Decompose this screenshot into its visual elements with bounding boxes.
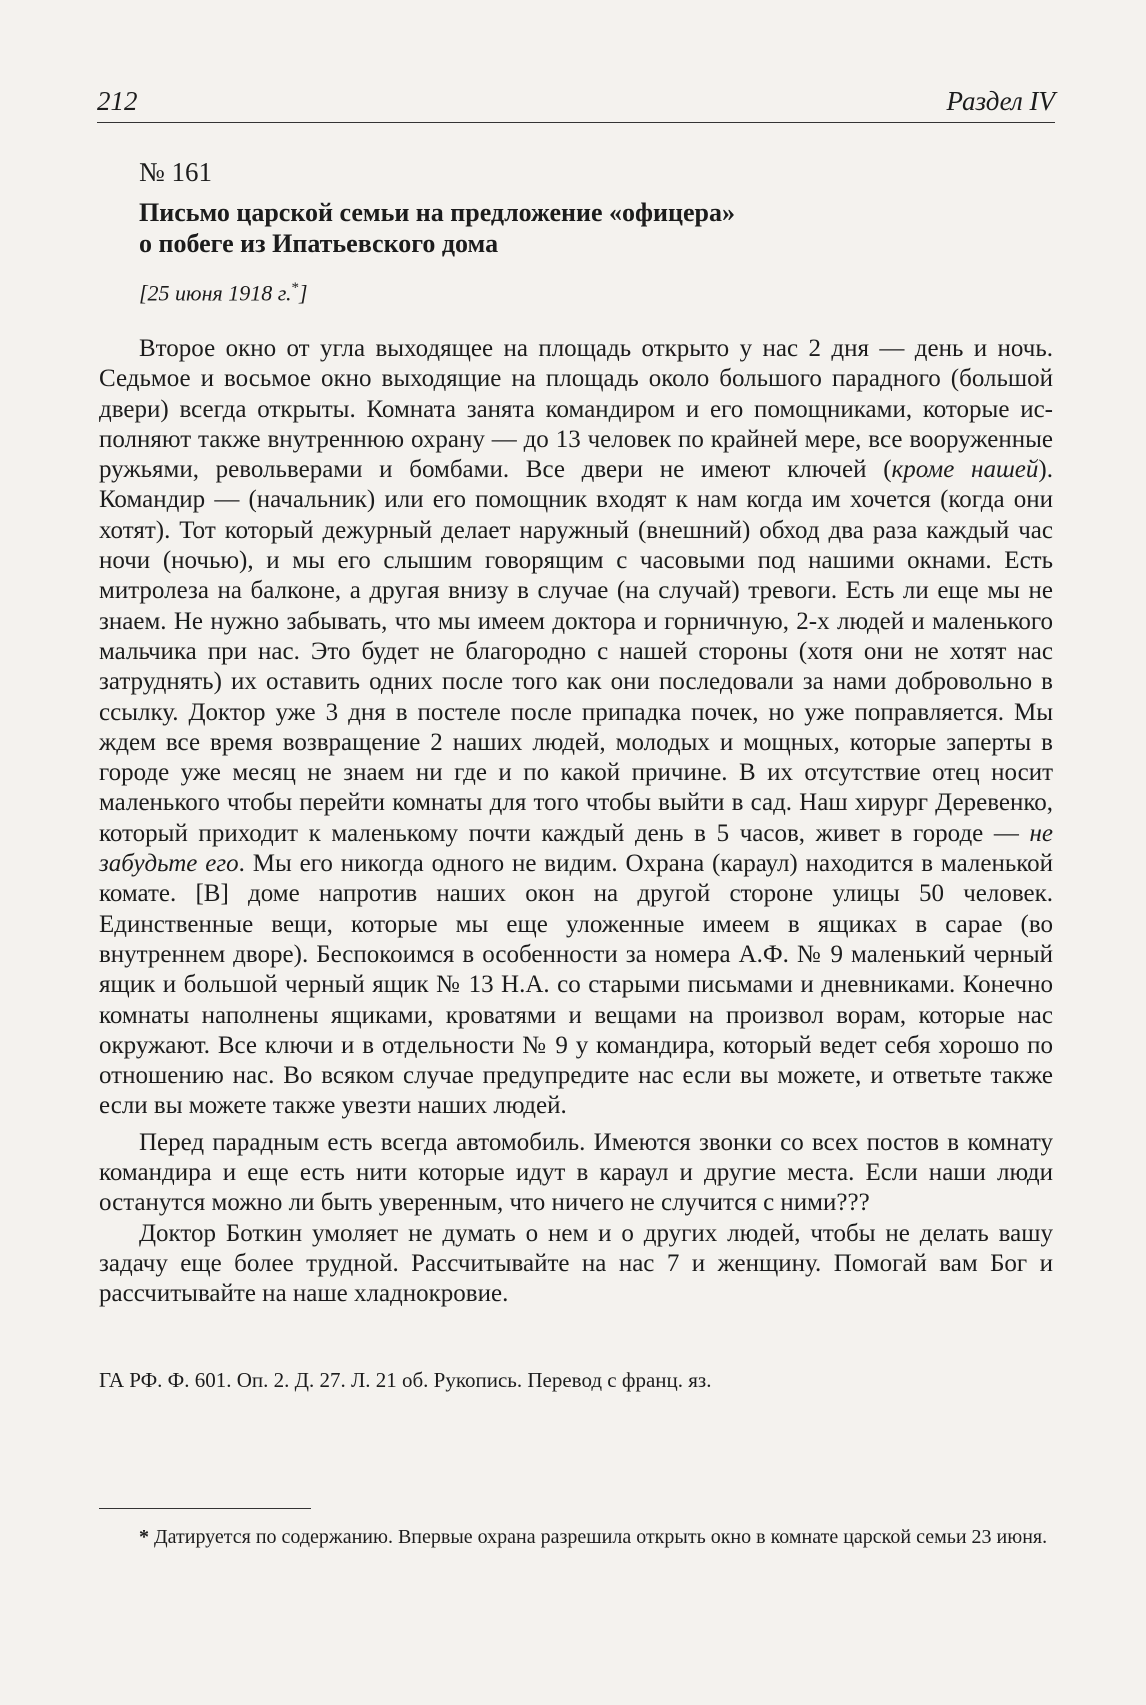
- footnote: [99, 1524, 1053, 1551]
- paragraph-3: Доктор Боткин умоляет не думать о нем и о других людей, чтобы не делать вашу задачу еще более трудной. Рассчитывайте на нас 7 и женщину. Помогай вам Бог и рассчитывайте на наше хладнокровие.: [99, 1219, 1053, 1308]
- document-title-line-2: о побеге из Ипатьевского дома: [139, 229, 499, 258]
- archive-reference: ГА РФ. Ф. 601. Оп. 2. Д. 27. Л. 21 об. Рукопись. Перевод с франц. яз.: [99, 1368, 712, 1392]
- footnote-mark: *: [139, 1526, 149, 1548]
- paragraph-1-part-b: ). Командир — (начальник) или его помощник входят к нам когда им хочется (когда они хотят). Тот который дежурный делает наружный (внешний) обход два раза каждый час ночи (ночью), и мы его слышим говорящим с часовыми под нашими окнами. Есть митролеза на балконе, а другая внизу в случае (на случай) тревоги. Есть ли еще мы не знаем. Не нужно забывать, что мы имеем доктора и горничную, 2-х людей и маленького мальчика при нас. Это будет не благородно с нашей стороны (хотя они не хотят нас затруднять) их оставить одних после того как они последовали за нами добровольно в ссылку. Доктор уже 3 дня в постеле после припадка почек, но уже поправляется. Мы ждем все время возвращение 2 наших людей, молодых и мощных, которые заперты в городе уже месяц не знаем ни где и по какой причине. В их отсутствие отец носит маленького чтобы перейти комнаты для того чтобы выйти в сад. Наш хирург Деревенко, который приходит к маленькому почти каждый день в 5 часов, живет в городе —: [99, 456, 1053, 847]
- date-bracket: ]: [299, 280, 308, 306]
- paragraph-1: [99, 334, 1053, 1122]
- footnote-divider: [99, 1508, 311, 1509]
- paragraph-1-part-c: . Мы его никогда одного не видим. Охрана (караул) находится в маленькой комате. [В] доме напротив наших окон на другой стороне улицы 50 человек. Единственные вещи, которые мы еще уложенные имеем в ящиках в сарае (во внутреннем дворе). Беспокоимся в особенности за номера А.Ф. № 9 маленький черный ящик и большой черный ящик № 13 Н.А. со старыми письмами и дневниками. Конечно комнаты наполнены ящиками, кроватями и вещами на произвол ворам, которые нас окружают. Все ключи и в отдельности № 9 у командира, который ведет себя хорошо по отношению нас. Во всяком случае предупредите нас если вы можете, и ответьте также если вы можете также увезти наших людей.: [99, 850, 1053, 1120]
- letter-body: [99, 334, 1053, 1310]
- document-title: [139, 197, 1039, 259]
- date-text: [25 июня 1918 г.: [139, 280, 292, 306]
- paragraph-1-part-a: Второе окно от угла выходящее на площадь открыто у нас 2 дня — день и ночь. Седьмое и восьмое окно выходящие на площадь около большого парадного (большой двери) всегда открыты. Комната занята командиром и его помощниками, которые исполняют также внутреннюю охрану — до 13 человек по крайней мере, все вооруженные ружьями, револьверами и бомбами. Все двери не имеют ключей (: [99, 335, 1053, 484]
- emphasis-ne-zabudte: не забудьте его: [99, 819, 1053, 878]
- footnote-text: Датируется по содержанию. Впервые охрана разрешила открыть окно в комнате царской семьи 23 июня.: [149, 1526, 1048, 1548]
- emphasis-kроме-нашей: кроме нашей: [891, 456, 1039, 484]
- page-number: 212: [97, 86, 138, 116]
- document-number: № 161: [139, 157, 213, 187]
- paragraph-2: Перед парадным есть всегда автомобиль. Имеются звонки со всех постов в комнату командира и еще есть нити которые идут в караул и другие места. Если наши люди останутся можно ли быть уверенным, что ничего не случится с ними???: [99, 1128, 1053, 1217]
- document-date: [139, 280, 308, 306]
- document-title-line-1: Письмо царской семьи на предложение «офицера»: [139, 198, 736, 227]
- date-footnote-mark: *: [291, 280, 300, 296]
- section-title: Раздел IV: [946, 86, 1055, 116]
- running-head: [97, 82, 1055, 123]
